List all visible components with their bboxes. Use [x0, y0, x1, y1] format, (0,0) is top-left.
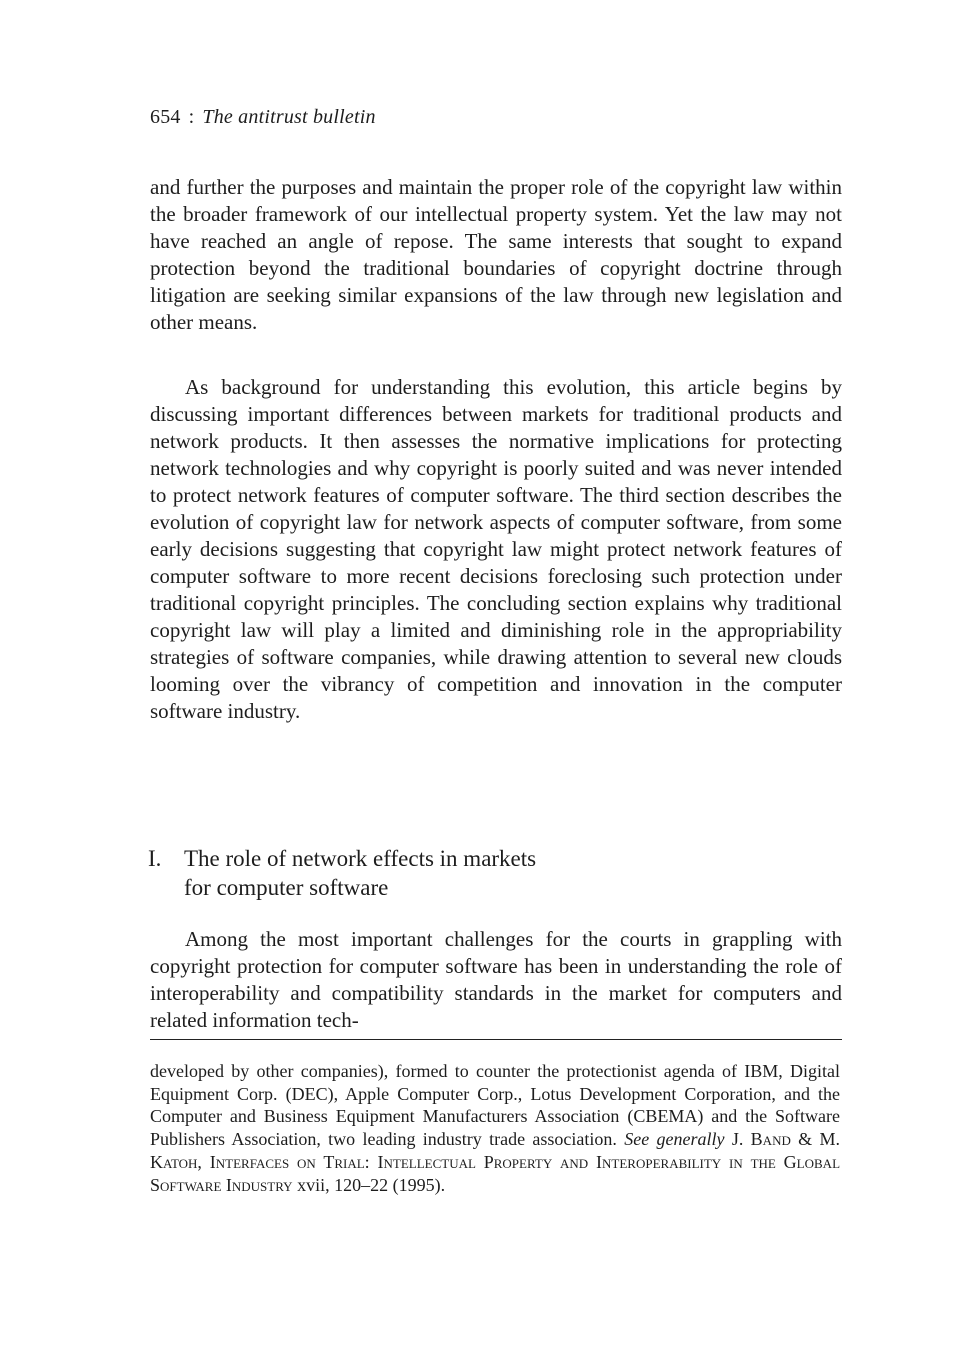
- section-number: I.: [148, 846, 162, 871]
- footnote-book-title: Interfaces on Trial: Intellectual Property and Interoperability in the Global Software Industry: [150, 1151, 841, 1195]
- running-head: [150, 106, 376, 129]
- page-number: 654: [150, 106, 181, 128]
- footnote: [150, 1060, 840, 1196]
- footnote-divider: [150, 1039, 842, 1040]
- section-title-line-1: The role of network effects in markets: [184, 846, 537, 871]
- body-paragraph-1: and further the purposes and maintain the proper role of the copyright law within the broader framework of our intellectual property system. Yet the law may not have reached an angle of repose. The same interests that sought to expand protection beyond the traditional boundaries of copyright doctrine through litigation are seeking similar expansions of the law through new legislation and other means.: [150, 175, 842, 334]
- header-separator: :: [188, 106, 195, 128]
- section-heading: [148, 844, 536, 902]
- section-title-line-2: for computer software: [184, 875, 389, 900]
- footnote-text: developed by other companies), formed to counter the protectionist agenda of IBM, Digital Equipment Corp. (DEC), Apple Computer Corp., Lotus Development Corporation, and the Computer and Business Equipment Manufacturers Association (CBEMA) and the Software Publishers Association, two leading industry trade association.: [150, 1061, 840, 1150]
- footnote-authors: J. Band & M. Katoh,: [150, 1129, 841, 1172]
- footnote-pages: xvii, 120–22 (1995).: [297, 1174, 446, 1195]
- section-paragraph-1: Among the most important challenges for the courts in grappling with copyright protection for computer software has been in understanding the role of interoperability and compatibility standards in the market for computers and related information tech-: [150, 927, 842, 1032]
- footnote-signal: See generally: [624, 1129, 725, 1150]
- body-paragraph-2: As background for understanding this evolution, this article begins by discussing important differences between markets for traditional products and network products. It then assesses the normative implications for protecting network technologies and why copyright is poorly suited and was never intended to protect network features of computer software. The third section describes the evolution of copyright law for network aspects of computer software, from some early decisions suggesting that copyright law might protect network features of computer software to more recent decisions foreclosing such protection under traditional copyright principles. The concluding section explains why traditional copyright law will play a limited and diminishing role in the appropriability strategies of software companies, while drawing attention to several new clouds looming over the vibrancy of competition and innovation in the computer software industry.: [150, 375, 842, 723]
- journal-title: The antitrust bulletin: [202, 106, 376, 128]
